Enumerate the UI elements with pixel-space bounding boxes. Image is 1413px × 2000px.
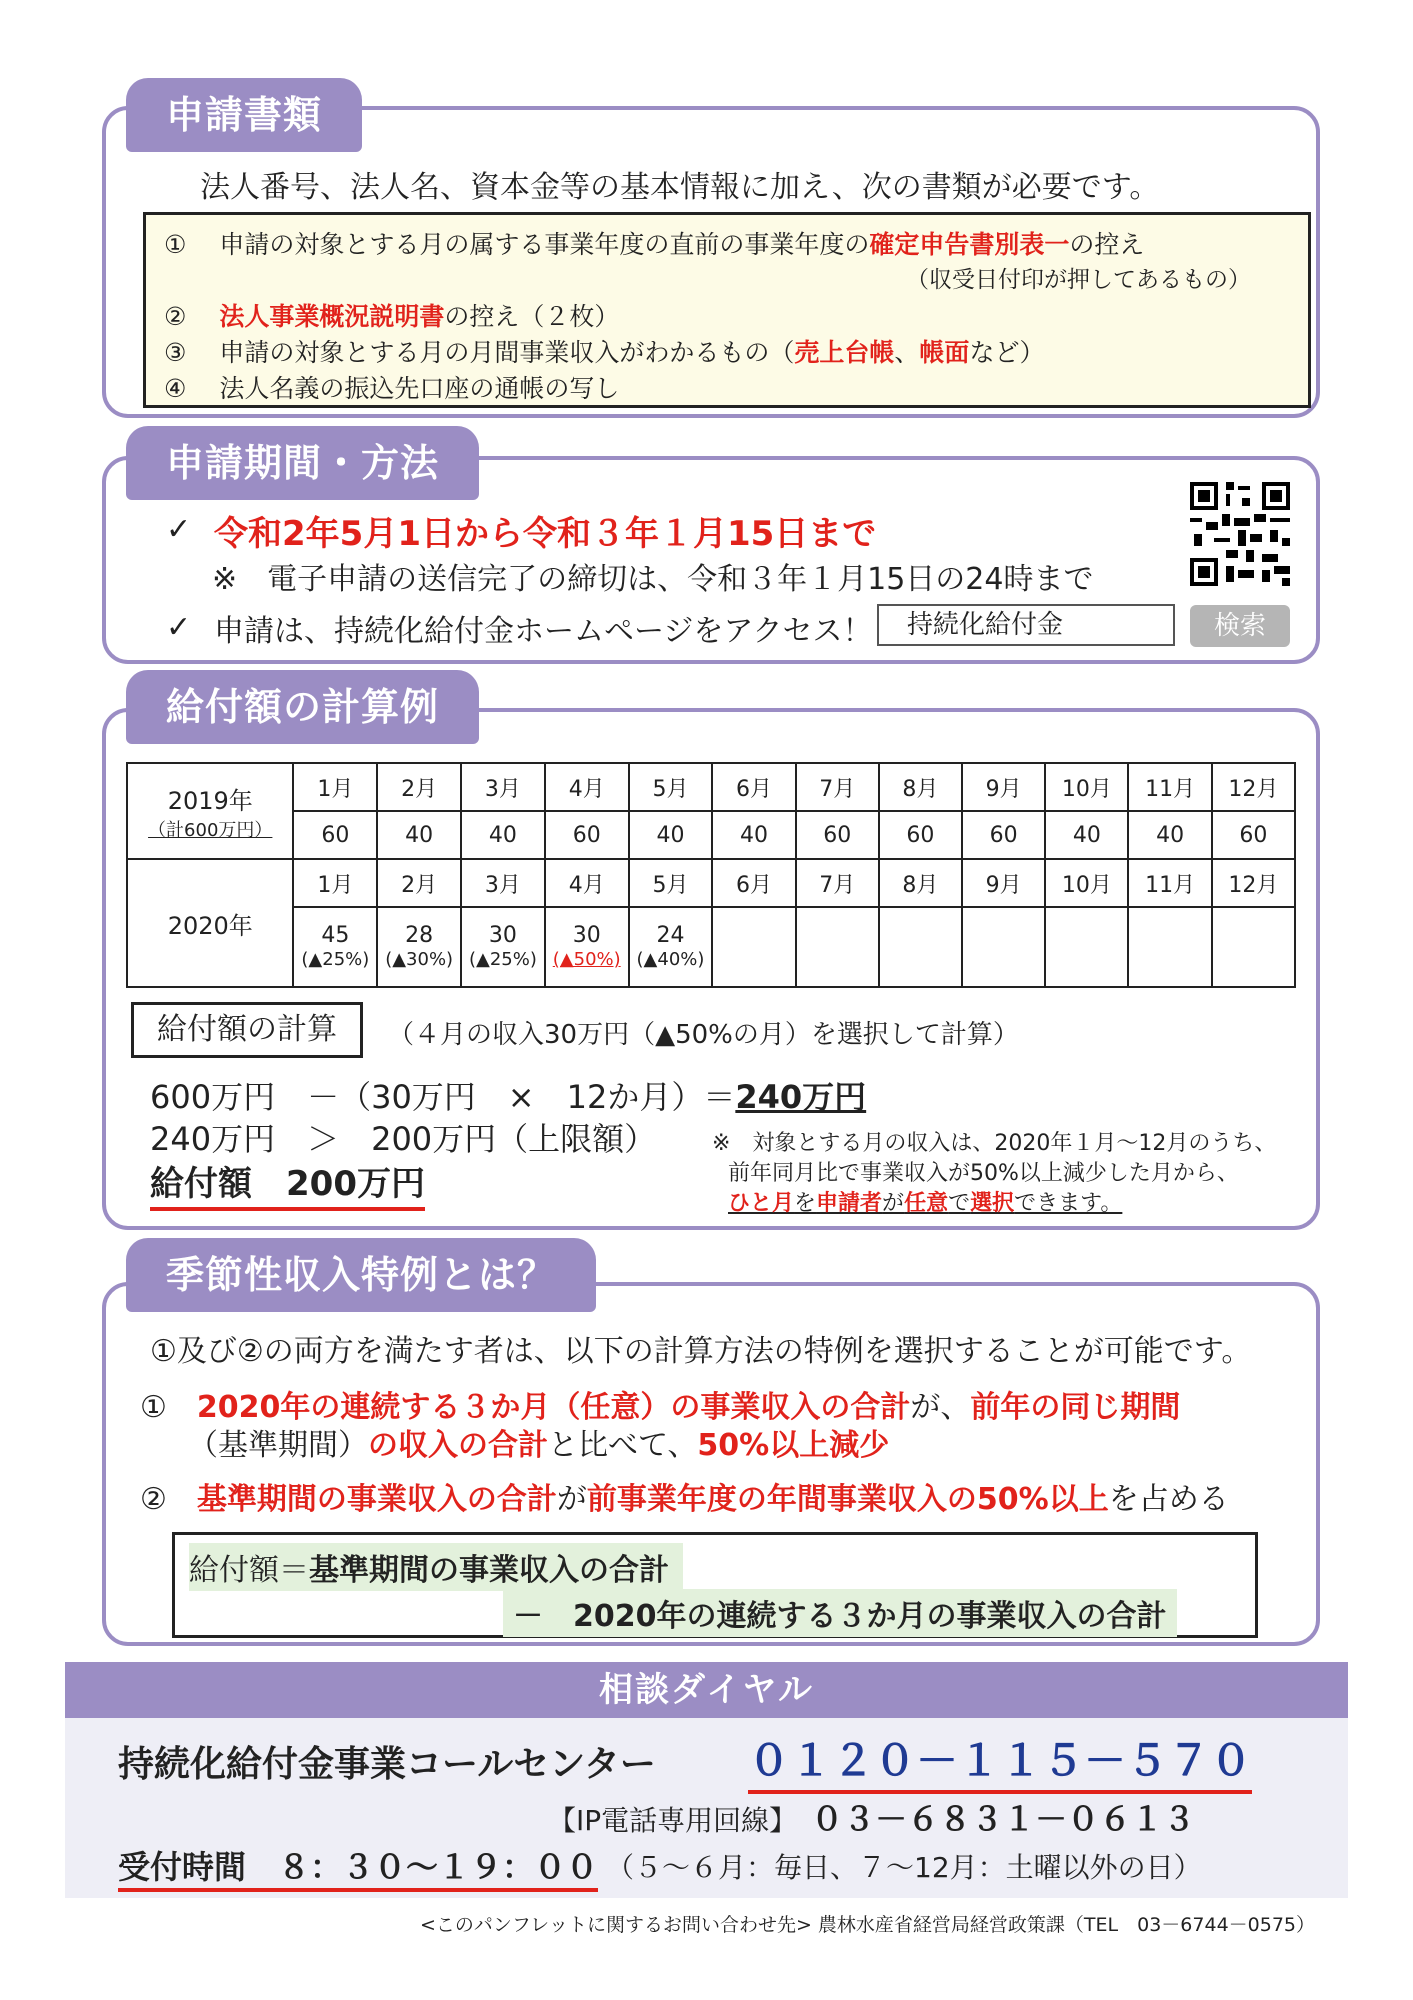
search-input[interactable]: 持続化給付金 xyxy=(877,604,1175,646)
value-cell: 45 (▲25%) xyxy=(293,907,377,987)
qr-code-icon[interactable] xyxy=(1190,482,1290,586)
search-button[interactable]: 検索 xyxy=(1190,605,1290,647)
table-row xyxy=(127,907,1295,987)
value-cell: 60 xyxy=(796,811,879,859)
month-header: 4月 xyxy=(545,859,629,907)
calc-line-1: 600万円 －（30万円 × 12か月）＝240万円 xyxy=(150,1078,867,1116)
application-period: 令和2年5月1日から令和３年１月15日まで xyxy=(214,514,877,554)
month-header: 9月 xyxy=(962,763,1045,811)
month-header: 6月 xyxy=(712,763,795,811)
month-header: 2月 xyxy=(377,859,461,907)
documents-list xyxy=(143,212,1311,408)
month-header: 5月 xyxy=(629,763,713,811)
seasonal-tab: 季節性収入特例とは？ xyxy=(126,1238,596,1312)
documents-intro: 法人番号、法人名、資本金等の基本情報に加え、次の書類が必要です。 xyxy=(200,170,1160,205)
list-item-note: （収受日付印が押してあるもの） xyxy=(906,267,1251,293)
table-row xyxy=(127,811,1295,859)
income-table xyxy=(126,762,1296,988)
calc-footnote-2: 前年同月比で事業収入が50%以上減少した月から、 xyxy=(728,1161,1239,1186)
value-cell: 60 xyxy=(879,811,962,859)
month-header: 1月 xyxy=(293,859,377,907)
list-item: ② 法人事業概況説明書の控え（２枚） xyxy=(164,302,620,331)
formula-line-1: 給付額＝基準期間の事業収入の合計 xyxy=(189,1543,683,1591)
dial-title: 相談ダイヤル xyxy=(65,1662,1348,1718)
month-header: 12月 xyxy=(1212,859,1295,907)
value-cell: 60 xyxy=(293,811,377,859)
month-header: 4月 xyxy=(545,763,629,811)
month-header: 11月 xyxy=(1128,859,1211,907)
documents-tab: 申請書類 xyxy=(126,78,362,152)
table-row xyxy=(127,859,1295,907)
month-header: 8月 xyxy=(879,763,962,811)
list-item: ④ 法人名義の振込先口座の通帳の写し xyxy=(164,374,620,403)
value-cell: 28 (▲30%) xyxy=(377,907,461,987)
reception-hours: 受付時間 ８：３０～１９：００ xyxy=(118,1842,598,1892)
table-row xyxy=(127,763,1295,811)
calc-line-2: 240万円 ＞ 200万円（上限額） xyxy=(150,1120,657,1158)
check-icon: ✓ xyxy=(166,512,192,547)
value-cell: 60 xyxy=(962,811,1045,859)
value-cell xyxy=(712,907,795,987)
value-cell xyxy=(1128,907,1211,987)
month-header: 5月 xyxy=(629,859,713,907)
value-cell: 40 xyxy=(1045,811,1128,859)
value-cell xyxy=(1045,907,1128,987)
value-cell: 40 xyxy=(629,811,713,859)
deadline-note: ※ 電子申請の送信完了の締切は、令和３年１月15日の24時まで xyxy=(212,562,1094,597)
formula-box xyxy=(172,1532,1258,1638)
condition-1-cont: （基準期間）の収入の合計と比べて、50%以上減少 xyxy=(188,1428,890,1463)
month-header: 10月 xyxy=(1045,763,1128,811)
year-2019-cell: 2019年 （計600万円） xyxy=(127,763,293,859)
value-cell: 60 xyxy=(1212,811,1295,859)
month-header: 7月 xyxy=(796,859,879,907)
month-header: 11月 xyxy=(1128,763,1211,811)
month-header: 2月 xyxy=(377,763,461,811)
contact-footer: <このパンフレットに関するお問い合わせ先> 農林水産省経営局経営政策課（TEL 03－6744－0575） xyxy=(420,1914,1316,1936)
value-cell: 40 xyxy=(712,811,795,859)
formula-line-2: － 2020年の連続する３か月の事業収入の合計 xyxy=(503,1589,1177,1637)
value-cell: 60 xyxy=(545,811,629,859)
month-header: 3月 xyxy=(461,763,545,811)
value-cell: 40 xyxy=(377,811,461,859)
value-cell: 30 (▲50%) xyxy=(545,907,629,987)
list-item: ① 申請の対象とする月の属する事業年度の直前の事業年度の確定申告書別表一の控え xyxy=(164,230,1145,259)
call-center-name: 持続化給付金事業コールセンター xyxy=(118,1744,656,1785)
value-cell xyxy=(962,907,1045,987)
value-cell: 30 (▲25%) xyxy=(461,907,545,987)
benefit-amount: 給付額 200万円 xyxy=(150,1156,425,1211)
year-2020-cell: 2020年 xyxy=(127,859,293,987)
reception-days: （５～６月：毎日、７～12月：土曜以外の日） xyxy=(606,1851,1202,1884)
access-text: 申請は、持続化給付金ホームページをアクセス！ xyxy=(214,614,873,649)
month-header: 7月 xyxy=(796,763,879,811)
value-cell: 40 xyxy=(461,811,545,859)
calc-footnote-3: ひと月を申請者が任意で選択できます。 xyxy=(728,1191,1123,1216)
month-header: 12月 xyxy=(1212,763,1295,811)
month-header: 9月 xyxy=(962,859,1045,907)
value-cell xyxy=(879,907,962,987)
ip-phone-line: 【IP電話専用回線】 ０３－６８３１－０６１３ xyxy=(548,1800,1196,1838)
calc-label: 給付額の計算 xyxy=(131,1002,363,1058)
month-header: 6月 xyxy=(712,859,795,907)
condition-2: ② 基準期間の事業収入の合計が前事業年度の年間事業収入の50%以上を占める xyxy=(140,1482,1229,1517)
call-center-phone[interactable]: ０１２０－１１５－５７０ xyxy=(748,1728,1252,1794)
value-cell: 24 (▲40%) xyxy=(629,907,713,987)
period-tab: 申請期間・方法 xyxy=(126,426,479,500)
calc-example-tab: 給付額の計算例 xyxy=(126,670,479,744)
month-header: 3月 xyxy=(461,859,545,907)
value-cell: 40 xyxy=(1128,811,1211,859)
list-item: ③ 申請の対象とする月の月間事業収入がわかるもの（売上台帳、帳面など） xyxy=(164,338,1045,367)
value-cell xyxy=(1212,907,1295,987)
seasonal-intro: ①及び②の両方を満たす者は、以下の計算方法の特例を選択することが可能です。 xyxy=(150,1334,1252,1369)
month-header: 1月 xyxy=(293,763,377,811)
calc-note: （４月の収入30万円（▲50%の月）を選択して計算） xyxy=(388,1020,1019,1050)
calc-footnote-1: ※ 対象とする月の収入は、2020年１月～12月のうち、 xyxy=(712,1131,1277,1156)
month-header: 8月 xyxy=(879,859,962,907)
month-header: 10月 xyxy=(1045,859,1128,907)
check-icon: ✓ xyxy=(166,610,192,645)
value-cell xyxy=(796,907,879,987)
condition-1: ① 2020年の連続する３か月（任意）の事業収入の合計が、前年の同じ期間 xyxy=(140,1390,1181,1425)
